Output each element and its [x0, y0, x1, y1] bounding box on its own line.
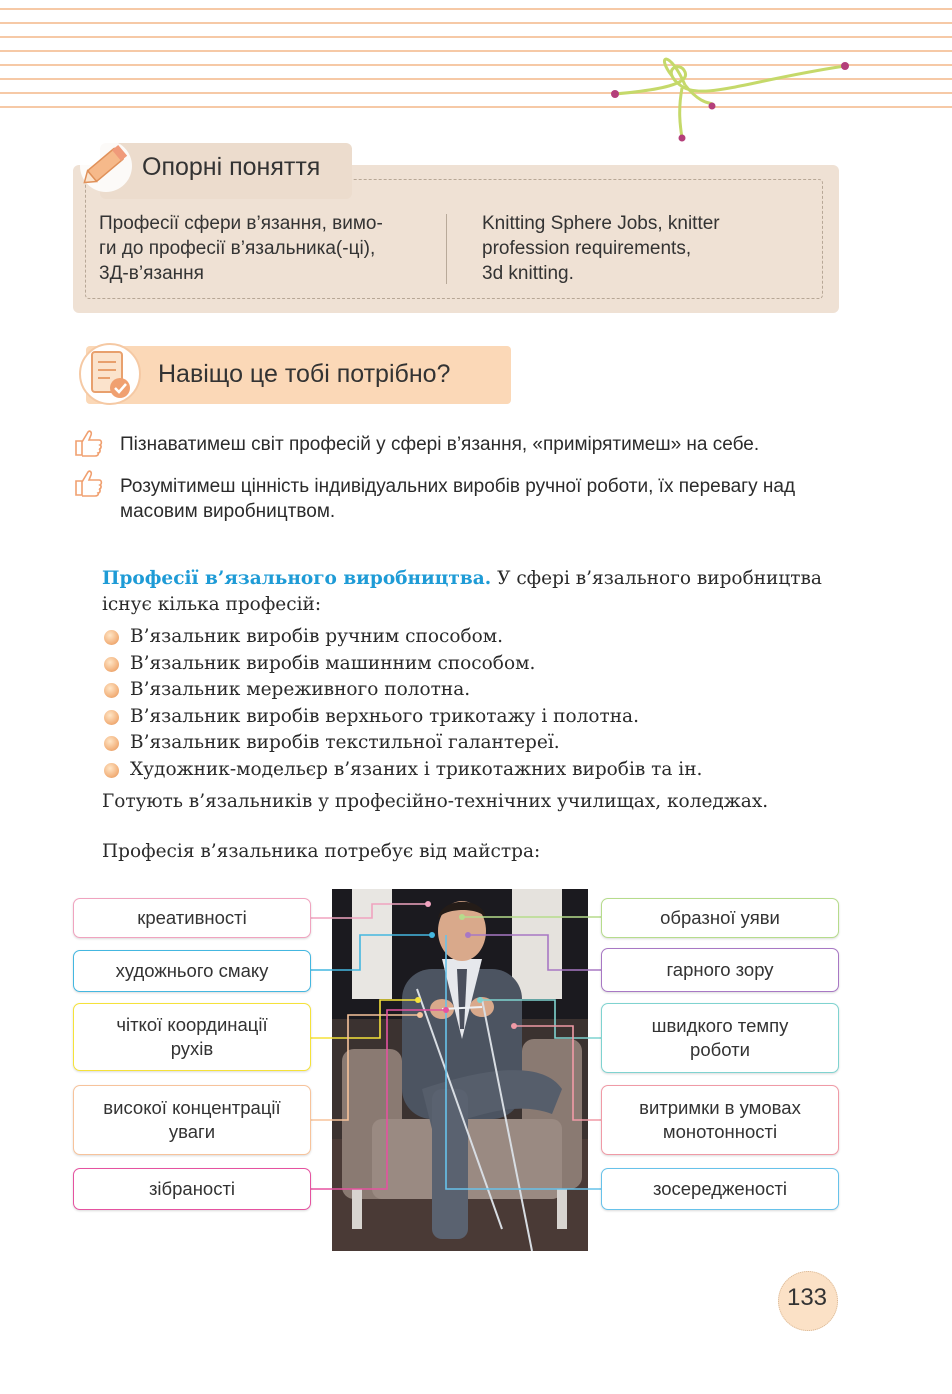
checklist-icon	[76, 338, 148, 410]
thumbs-up-icon	[74, 468, 104, 498]
quality-box: гарного зору	[601, 948, 839, 992]
quality-box: витримки в умовах монотонності	[601, 1085, 839, 1155]
key-concepts-ukrainian: Професії сфери в’язання, вимо- ги до професії в’язальника(-ці), 3Д-в’язання	[99, 213, 383, 284]
quality-box: зібраності	[73, 1168, 311, 1210]
list-item: В’язальник виробів машинним способом.	[104, 651, 702, 678]
section-heading: Професії в’язального виробництва.	[102, 568, 492, 589]
string-bow-decoration	[600, 40, 860, 150]
quality-box: образної уяви	[601, 898, 839, 938]
section-intro-line2: існує кілька професій:	[102, 594, 322, 615]
requirements-intro: Професія в’язальника потребує від майстра:	[102, 841, 541, 862]
bullet-dot-icon	[104, 657, 119, 672]
professions-list	[104, 624, 702, 784]
quality-box: швидкого темпу роботи	[601, 1003, 839, 1073]
column-divider	[446, 214, 447, 284]
list-item: В’язальник виробів ручним способом.	[104, 624, 702, 651]
list-item: Художник-модельєр в’язаних і трикотажних виробів та ін.	[104, 757, 702, 784]
goal-item: Пізнаватимеш світ професій у сфері в’язання, «примірятимеш» на себе.	[120, 434, 760, 455]
training-sentence: Готують в’язальників у професійно-технічних училищах, коледжах.	[102, 791, 769, 812]
bullet-dot-icon	[104, 630, 119, 645]
list-item: В’язальник виробів верхнього трикотажу і полотна.	[104, 704, 702, 731]
knitter-photo	[332, 889, 588, 1251]
list-item: В’язальник мереживного полотна.	[104, 677, 702, 704]
quality-box: креативності	[73, 898, 311, 938]
list-item: В’язальник виробів текстильної галантереї.	[104, 730, 702, 757]
pencil-icon	[76, 132, 140, 196]
goal-item: Розумітимеш цінність індивідуальних виробів ручної роботи, їх перевагу над масовим виробництвом.	[120, 476, 796, 522]
key-concepts-title: Опорні поняття	[142, 153, 321, 181]
bullet-dot-icon	[104, 736, 119, 751]
bullet-dot-icon	[104, 763, 119, 778]
section-intro	[102, 566, 822, 592]
page-number: 133	[786, 1284, 828, 1311]
quality-box: зосередженості	[601, 1168, 839, 1210]
section-intro-text: У сфері в’язального виробництва	[491, 568, 822, 589]
bullet-dot-icon	[104, 710, 119, 725]
quality-box: високої концентрації уваги	[73, 1085, 311, 1155]
bullet-dot-icon	[104, 683, 119, 698]
quality-box: художнього смаку	[73, 950, 311, 992]
quality-box: чіткої координації рухів	[73, 1003, 311, 1071]
key-concepts-english: Knitting Sphere Jobs, knitter profession requirements, 3d knitting.	[482, 213, 720, 284]
why-title: Навіщо це тобі потрібно?	[158, 360, 451, 388]
thumbs-up-icon	[74, 428, 104, 458]
